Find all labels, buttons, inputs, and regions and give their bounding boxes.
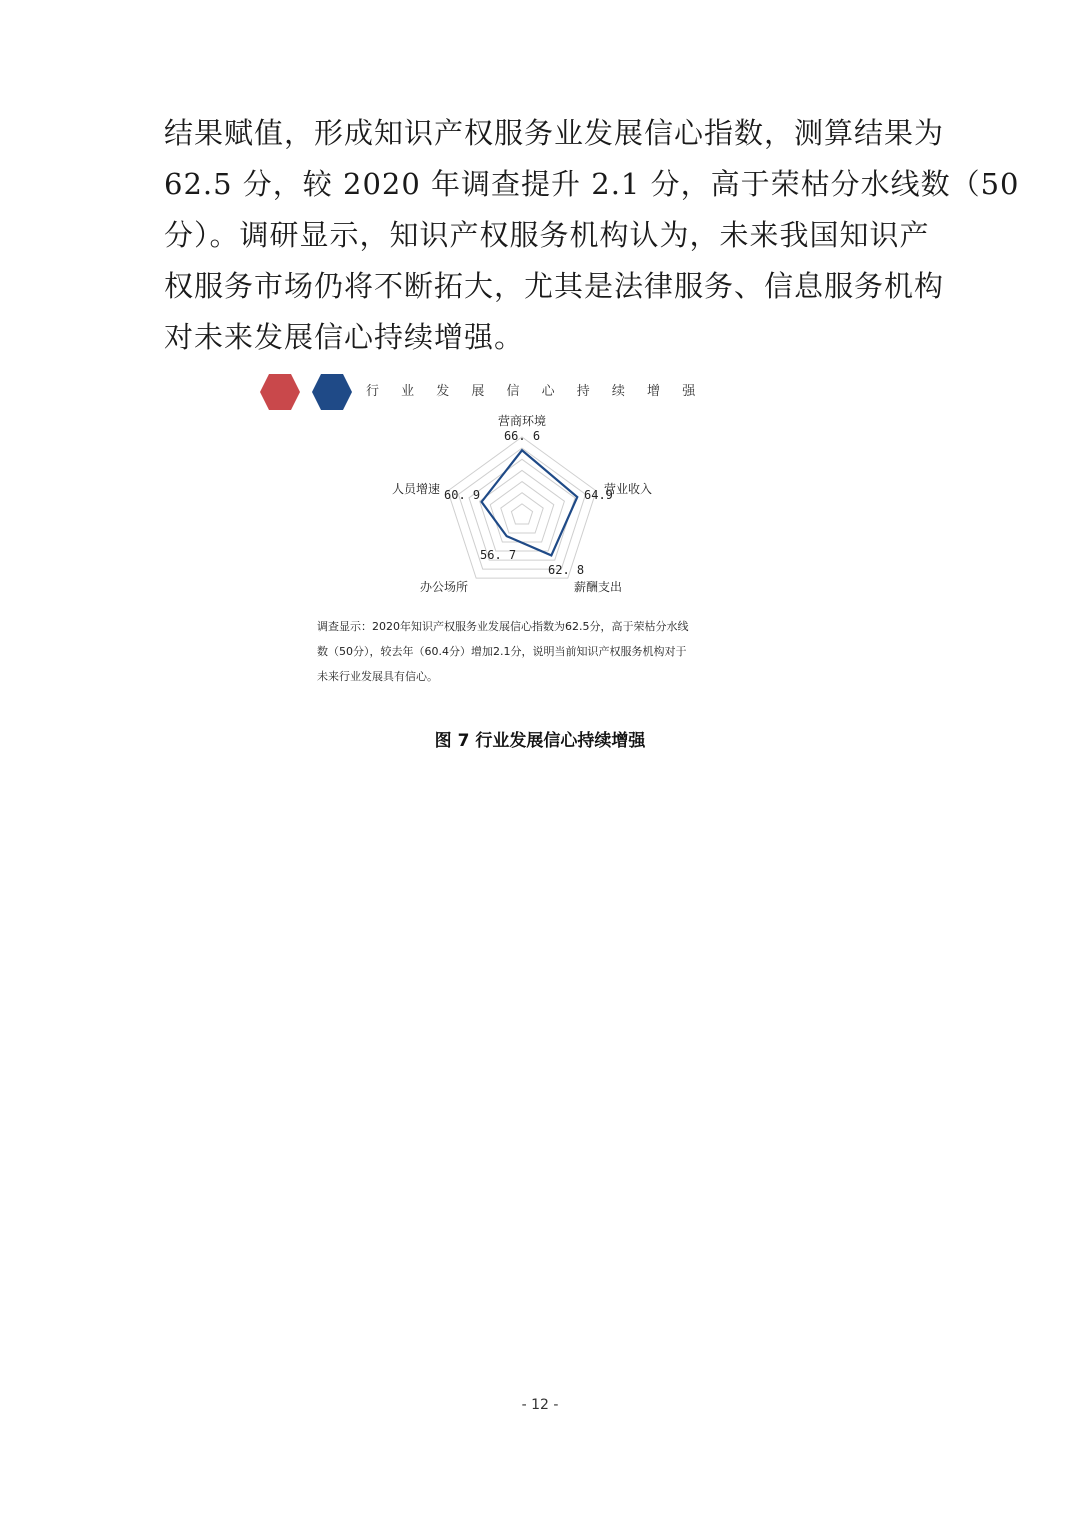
body-line: 权服务市场仍将不断拓大，尤其是法律服务、信息服务机构 bbox=[164, 269, 945, 303]
axis-label-staff-growth: 人员增速 bbox=[391, 482, 440, 496]
radar-grid bbox=[448, 437, 596, 578]
body-line: 62.5 分，较 2020 年调查提升 2.1 分，高于荣枯分水线数（50 bbox=[164, 167, 1020, 201]
figure-header-title: 行 业 发 展 信 心 持 续 增 强 bbox=[366, 384, 705, 399]
radar-grid-ring bbox=[501, 493, 543, 533]
axis-label-office: 办公场所 bbox=[420, 580, 469, 594]
body-line: 分）。调研显示，知识产权服务机构认为，未来我国知识产 bbox=[164, 218, 930, 252]
axis-label-salary: 薪酬支出 bbox=[574, 580, 623, 594]
value-label-revenue: 64.9 bbox=[584, 488, 613, 502]
axis-label-business-environment: 营商环境 bbox=[497, 414, 547, 428]
body-paragraph bbox=[164, 108, 1020, 363]
red-hexagon-icon bbox=[258, 372, 302, 412]
radar-grid-ring bbox=[469, 459, 575, 560]
radar-grid-ring bbox=[511, 504, 532, 524]
value-label-business-environment: 66. 6 bbox=[503, 429, 541, 443]
value-label-office: 56. 7 bbox=[480, 548, 517, 562]
value-label-salary: 62. 8 bbox=[548, 563, 585, 577]
radar-chart bbox=[360, 405, 700, 605]
blue-hexagon-icon bbox=[310, 372, 354, 412]
axis-label-revenue: 营业收入 bbox=[604, 482, 653, 496]
body-line: 结果赋值，形成知识产权服务业发展信心指数，测算结果为 bbox=[164, 116, 945, 150]
caption-line: 调查显示：2020年知识产权服务业发展信心指数为62.5分，高于荣枯分水线 bbox=[317, 620, 689, 633]
value-label-staff-growth: 60. 9 bbox=[444, 488, 481, 502]
body-line: 对未来发展信心持续增强。 bbox=[164, 320, 525, 354]
caption-line: 数（50分），较去年（60.4分）增加2.1分，说明当前知识产权服务机构对于 bbox=[317, 645, 687, 658]
caption-line: 未来行业发展具有信心。 bbox=[317, 670, 438, 683]
figure-caption bbox=[317, 614, 777, 689]
page-number: - 12 - bbox=[521, 1397, 559, 1413]
figure-title: 图 7 行业发展信心持续增强 bbox=[434, 731, 646, 751]
radar-series-polygon bbox=[482, 450, 578, 555]
radar-grid-ring bbox=[448, 437, 596, 578]
